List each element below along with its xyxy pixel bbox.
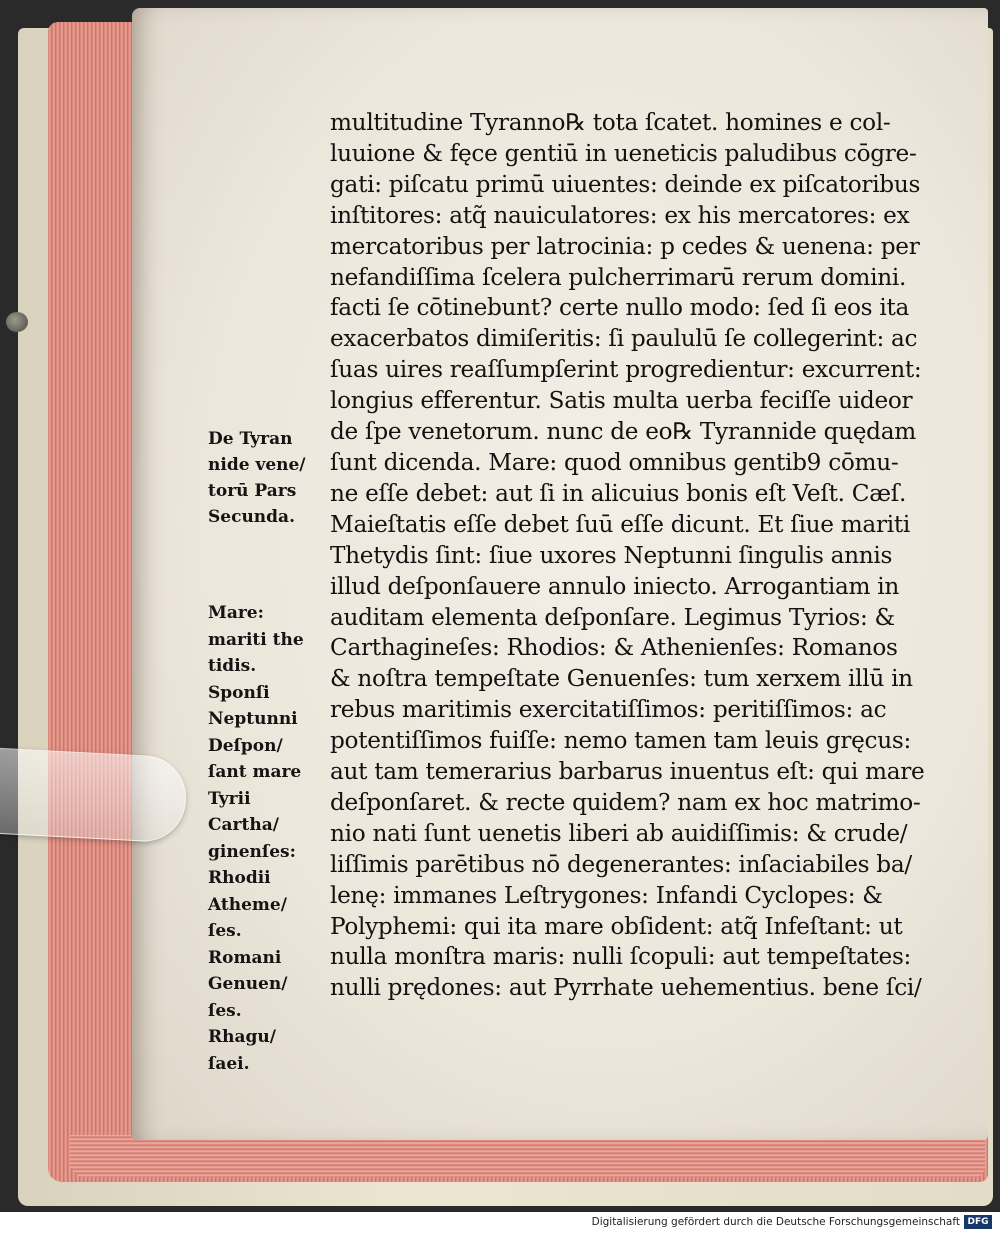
text-line: deſponſaret. & recte quidem? nam ex hoc matrimo- [330,788,921,816]
margin-note-line: Cartha/ [208,815,279,835]
text-line: nefandiſſima ſcelera pulcherrimarū rerum domini. [330,263,907,291]
text-line: mercatoribus per latrocinia: p cedes & uenena: per [330,232,920,260]
text-line: nio nati ſunt uenetis liberi ab auidiſſimis: & crude/ [330,819,908,847]
text-line: illud deſponſauere annulo iniecto. Arrogantiam in [330,572,900,600]
dfg-logo: DFG [964,1215,992,1229]
footer-bar [0,1212,1000,1233]
text-line: Polyphemi: qui ita mare obſident: atq̃ Infeſtant: ut [330,912,903,940]
margin-note-line: Deſpon/ [208,735,283,756]
margin-note-line: ſant mare [208,762,302,782]
text-line: multitudine Tyranno℞ tota ſcatet. homines e col- [330,109,891,136]
margin-note-line: Tyrii [208,788,251,809]
margin-note-line: Secunda. [208,507,295,527]
text-line: auditam elementa deſponſare. Legimus Tyrios: & [330,603,895,631]
text-line: longius efferentur. Satis multa uerba feciſſe uideor [330,387,913,415]
footer-credit: Digitalisierung gefördert durch die Deutsche Forschungsgemeinschaft [591,1216,960,1228]
margin-note-line: torū Pars [208,481,297,501]
text-line: luuione & fęce gentiū in ueneticis paludibus cōgre- [330,139,917,167]
margin-note-line: Rhodii [208,868,271,888]
margin-note-line: Neptunni [208,709,298,729]
text-line: Carthagineſes: Rhodios: & Athenienſes: Romanos [330,634,898,662]
text-line: potentiſſimos fuiſſe: nemo tamen tam leuis gręcus: [330,727,911,755]
show-through-text [222,100,282,360]
margin-note-line: Mare: [208,603,264,623]
text-line: & noſtra tempeſtate Genuenſes: tum xerxem illū in [330,665,913,693]
text-line: Maieſtatis eſſe debet ſuū eſſe dicunt. Et ſiue mariti [330,510,910,538]
text-line: inſtitores: atq̃ nauiculatores: ex his mercatores: ex [330,201,910,229]
text-line: ne eſſe debet: aut ſi in alicuius bonis eſt Veſt. Cæſ. [330,479,907,507]
margin-note-line: ſaei. [208,1053,250,1074]
margin-note-line: Genuen/ [208,974,288,994]
margin-note-line: tidis. [208,656,257,676]
margin-note-section-heading [208,426,322,530]
text-line: nulli prędones: aut Pyrrhate uehementius. bene ſci/ [330,974,922,1002]
text-line: rebus maritimis exercitatiſſimos: peritiſſimos: ac [330,696,887,724]
text-line: Thetydis ſint: ſiue uxores Neptunni ſingulis annis [330,541,893,569]
text-line: ſuas uires reaſſumpſerint progredientur: excurrent: [330,356,922,384]
text-line: facti ſe cōtinebunt? certe nullo modo: ſed ſi eos ita [330,294,910,322]
text-line: aut tam temerarius barbarus inuentus eſt: qui mare [330,758,925,786]
margin-note-line: Sponſi [208,682,270,703]
text-line: ſunt dicenda. Mare: quod omnibus gentib9 cōmu- [330,448,899,476]
margin-note-line: nide vene/ [208,455,306,475]
main-text-block [330,108,925,1004]
bookmark-strip [0,746,188,843]
margin-note-line: Romani [208,947,282,968]
text-line: nulla monſtra maris: nulli ſcopuli: aut tempeſtates: [330,943,912,971]
text-line: exacerbatos dimiſeritis: ſi paululū ſe collegerint: ac [330,325,918,353]
margin-note-line: mariti the [208,629,304,650]
text-line: lenę: immanes Leſtrygones: Infandi Cyclopes: & [330,881,883,909]
text-line: liſſimis parētibus nō degenerantes: inſaciabiles ba/ [330,850,912,878]
margin-note-line: ſes. [208,1000,242,1021]
margin-note-line: Rhagu/ [208,1027,276,1047]
text-line: gati: piſcatu primū uiuentes: deinde ex piſcatoribus [330,170,921,198]
margin-note-line: ſes. [208,921,242,941]
text-line: de ſpe venetorum. nunc de eo℞ Tyrannide quędam [330,418,916,446]
margin-note-line: Atheme/ [208,894,287,915]
margin-note-list [208,600,322,1077]
margin-note-line: De Tyran [208,429,293,449]
margin-note-line: ginenſes: [208,841,296,862]
page-bottom-edges [70,1135,985,1177]
clasp [6,312,28,332]
